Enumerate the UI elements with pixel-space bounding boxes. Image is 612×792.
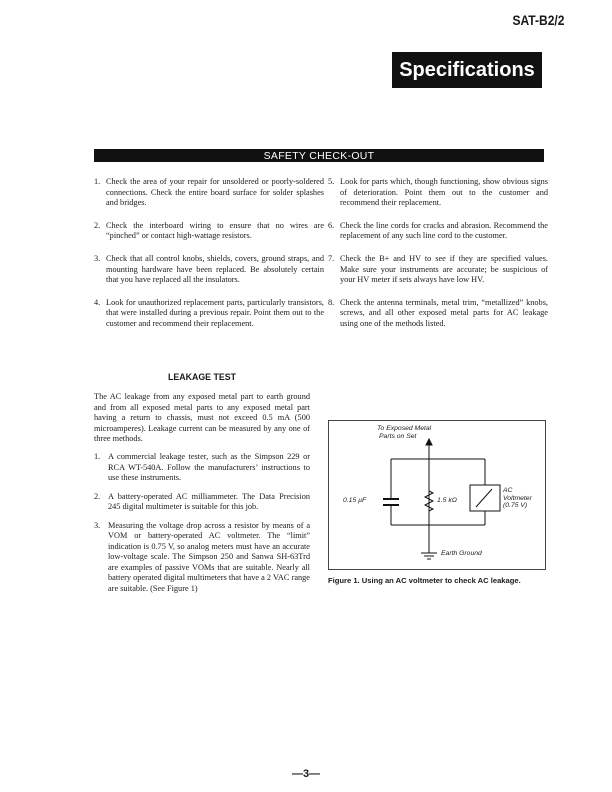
item-text: Check the antenna terminals, metal trim, “metallized” knobs, screws, and all other exposed metal parts for AC leakage using one of the methods listed.	[340, 297, 548, 328]
list-item	[328, 298, 548, 330]
probe-label	[377, 425, 431, 440]
safety-list-left	[94, 177, 324, 342]
item-text: Measuring the voltage drop across a resistor by means of a VOM or battery-operated AC voltmeter. The “limit” indication is 0.75 V, so analog meters must have an accurate low-voltage scale. The Simpson 250 and Sanwa SH-63Trd are examples of passive VOMs that are suitable. Nearly all battery operated digital multimeters that have a 2 VAC range are suitable. (See Figure 1)	[108, 520, 310, 593]
item-text: A battery-operated AC milliammeter. The Data Precision 245 digital multimeter is suitable for this job.	[108, 491, 310, 511]
probe-label-line1: To Exposed Metal	[377, 425, 432, 432]
item-number: 2.	[94, 220, 101, 230]
item-number: 1.	[94, 177, 101, 186]
list-item	[328, 221, 548, 242]
voltmeter-label-line2: Voltmeter	[503, 494, 532, 502]
item-number: 3.	[94, 253, 101, 263]
list-item	[94, 221, 324, 242]
voltmeter-label-line3: (0.75 V)	[503, 502, 528, 509]
item-text: Check that all control knobs, shields, covers, ground straps, and mounting hardware have been replaced. Be absolutely certain that you have replaced all the insulators.	[106, 253, 324, 285]
item-number: 1.	[94, 452, 101, 461]
resistor-label: 1.5 kΩ	[437, 497, 457, 504]
probe-label-line2: Parts on Set	[379, 432, 417, 440]
safety-list-right	[328, 177, 548, 342]
leakage-test-heading: LEAKAGE TEST	[168, 372, 236, 382]
figure-caption: Figure 1. Using an AC voltmeter to check AC leakage.	[328, 576, 521, 585]
item-text: Check the area of your repair for unsoldered or poorly-soldered connections. Check the entire board surface for solder splashes and bridges.	[106, 177, 324, 208]
safety-section-heading: SAFETY CHECK-OUT	[94, 149, 544, 162]
page-number: —3—	[291, 768, 321, 780]
leakage-methods-list	[94, 452, 310, 602]
item-text: Check the B+ and HV to see if they are specified values. Make sure your instruments are accurate; be suspicious of your HV meter if sets always have low HV.	[340, 253, 548, 285]
document-id: SAT-B2/2	[512, 12, 564, 28]
list-item	[94, 177, 324, 209]
page-title: Specifications	[392, 52, 542, 88]
list-item	[94, 298, 324, 330]
voltmeter-label-line1: AC	[503, 487, 513, 494]
voltmeter-label	[503, 487, 532, 510]
list-item	[94, 254, 324, 286]
item-number: 8.	[328, 297, 335, 307]
ac-voltmeter-box	[470, 485, 500, 511]
item-text: Look for parts which, though functioning, show obvious signs of deterioration. Point them out to the customer and recommend their replacement.	[340, 177, 548, 208]
meter-needle	[476, 489, 492, 507]
item-number: 6.	[328, 220, 335, 230]
item-text: A commercial leakage tester, such as the Simpson 229 or RCA WT-540A. Follow the manufacturers’ instructions to use these instruments.	[108, 452, 310, 482]
leakage-intro-paragraph: The AC leakage from any exposed metal part to earth ground and from all exposed metal parts to any exposed metal part having a return to chassis, must not exceed 0.5 mA (500 microamperes). Leakage current can be measured by any one of three methods.	[94, 392, 310, 443]
list-item	[94, 492, 310, 513]
item-text: Check the line cords for cracks and abrasion. Recommend the replacement of any such line cord to the customer.	[340, 220, 548, 241]
list-item	[328, 254, 548, 286]
item-number: 5.	[328, 177, 335, 186]
item-text: Check the interboard wiring to ensure that no wires are “pinched” or contact high-wattage resistors.	[106, 220, 324, 241]
list-item	[94, 452, 310, 484]
item-number: 4.	[94, 297, 101, 307]
item-number: 2.	[94, 491, 101, 501]
item-number: 3.	[94, 520, 101, 530]
circuit-figure	[328, 420, 546, 570]
item-number: 7.	[328, 253, 335, 263]
capacitor-label: 0.15 µF	[343, 497, 367, 504]
item-text: Look for unauthorized replacement parts, particularly transistors, that were installed during a previous repair. Point them out to the customer and recommend their replacement.	[106, 297, 324, 328]
list-item	[94, 521, 310, 595]
ground-label: Earth Ground	[441, 550, 482, 557]
list-item	[328, 177, 548, 209]
